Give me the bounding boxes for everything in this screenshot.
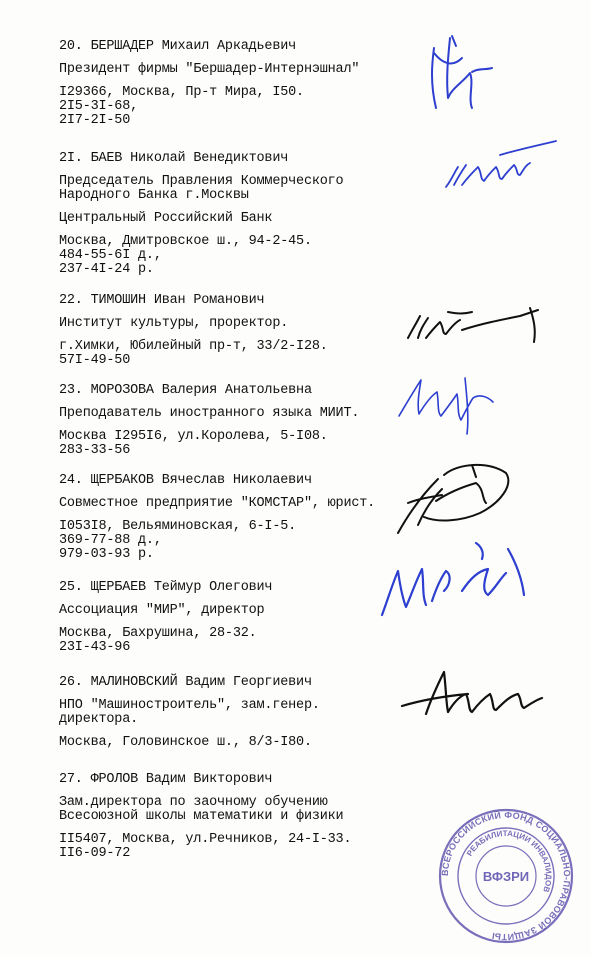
entry-address: г.Химки, Юбилейный пр-т, 33/2-I28.	[59, 339, 328, 354]
signature-23	[395, 368, 505, 438]
signature-20	[412, 28, 502, 118]
entry-25	[59, 581, 419, 655]
entry-address: I29366, Москва, Пр-т Мира, I50.	[59, 85, 304, 100]
entry-phone: 57I-49-50	[59, 353, 131, 368]
entry-position: Институт культуры, проректор.	[59, 316, 289, 331]
entry-address: II5407, Москва, ул.Речников, 24-I-33.	[59, 832, 352, 847]
stamp-inner-text: РЕАБИЛИТАЦИИ ИНВАЛИДОВ	[464, 828, 554, 894]
entry-name: 27. ФРОЛОВ Вадим Викторович	[59, 772, 273, 787]
entry-21	[59, 152, 419, 277]
stamp-center-text: ВФЗРИ	[482, 869, 530, 884]
entry-phone: 369-77-88 д.,	[59, 533, 162, 548]
entry-phone: 2I5-3I-68,	[59, 99, 139, 114]
entry-address: Москва, Дмитровское ш., 94-2-45.	[59, 234, 312, 249]
entry-position: НПО "Машиностроитель", зам.генер.	[59, 698, 320, 713]
signature-22	[400, 300, 550, 350]
entry-phone: II6-09-72	[59, 846, 131, 861]
entry-address: Москва, Бахрушина, 28-32.	[59, 626, 257, 641]
entry-phone: 283-33-56	[59, 443, 131, 458]
entry-phone: 484-55-6I д.,	[59, 248, 162, 263]
entry-22	[59, 294, 419, 368]
stamp-outer-text: ВСЕРОССИЙСКИЙ ФОНД СОЦИАЛЬНО-ПРАВОВОЙ ЗАЩИТЫ	[439, 809, 573, 943]
entry-23	[59, 384, 419, 458]
entry-26	[59, 676, 419, 750]
entry-address: Москва I295I6, ул.Королева, 5-I08.	[59, 429, 328, 444]
entry-phone: 23I-43-96	[59, 640, 131, 655]
entry-position: Ассоциация "МИР", директор	[59, 603, 265, 618]
signature-26	[396, 660, 546, 730]
signature-24	[388, 455, 518, 545]
entry-phone: 2I7-2I-50	[59, 113, 131, 128]
entry-position: Президент фирмы "Бершадер-Интернэшнал"	[59, 62, 360, 77]
entry-position: Народного Банка г.Москвы	[59, 188, 249, 203]
entry-name: 26. МАЛИНОВСКИЙ Вадим Георгиевич	[59, 675, 312, 690]
entry-name: 24. ЩЕРБАКОВ Вячеслав Николаевич	[59, 473, 312, 488]
entry-phone: 979-03-93 р.	[59, 547, 154, 562]
entry-address: I053I8, Вельяминовская, 6-I-5.	[59, 519, 297, 534]
entry-position: Председатель Правления Коммерческого	[59, 174, 344, 189]
signature-21	[440, 135, 560, 195]
entry-organization: Центральный Российский Банк	[59, 211, 273, 226]
entry-name: 22. ТИМОШИН Иван Романович	[59, 293, 265, 308]
entry-24	[59, 474, 419, 562]
entry-name: 23. МОРОЗОВА Валерия Анатольевна	[59, 383, 312, 398]
organization-stamp	[438, 808, 574, 944]
entry-position: Преподаватель иностранного языка МИИТ.	[59, 406, 360, 421]
entry-27	[59, 773, 419, 861]
entry-name: 2I. БАЕВ Николай Венедиктович	[59, 151, 289, 166]
entry-position: Совместное предприятие "КОМСТАР", юрист.	[59, 496, 376, 511]
entry-address: Москва, Головинское ш., 8/3-I80.	[59, 735, 312, 750]
entry-position: Зам.директора по заочному обучению	[59, 795, 328, 810]
entry-position: директора.	[59, 712, 139, 727]
entry-name: 25. ЩЕРБАЕВ Теймур Олегович	[59, 580, 273, 595]
entry-20	[59, 40, 419, 128]
entry-name: 20. БЕРШАДЕР Михаил Аркадьевич	[59, 39, 297, 54]
signature-25	[372, 535, 542, 635]
entry-position: Всесоюзной школы математики и физики	[59, 809, 344, 824]
entry-phone: 237-4I-24 р.	[59, 262, 154, 277]
